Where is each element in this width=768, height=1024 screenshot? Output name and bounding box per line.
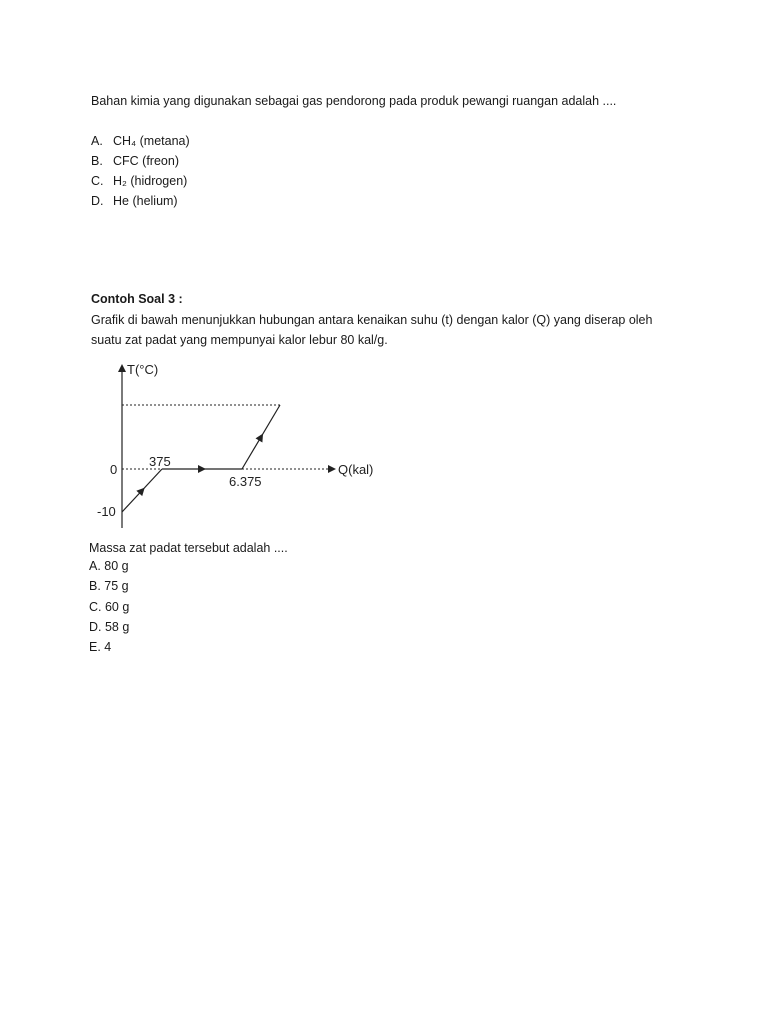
y-axis-label: T(°C) <box>127 362 159 377</box>
y-tick-zero: 0 <box>110 462 118 477</box>
question-2-option-d: D. 58 g <box>89 620 130 634</box>
option-letter: C. <box>91 174 104 188</box>
example-3-line-2: suatu zat padat yang mempunyai kalor lebur 80 kal/g. <box>91 333 388 347</box>
question-2-text: Massa zat padat tersebut adalah .... <box>89 541 288 555</box>
question-2-option-e: E. 4 <box>89 640 112 654</box>
x-point-label-375: 375 <box>149 454 171 469</box>
question-2-option-b: B. 75 g <box>89 579 129 593</box>
option-letter: A. <box>91 134 103 148</box>
question-2-option-c: C. 60 g <box>89 600 130 614</box>
y-tick-min: -10 <box>97 504 116 519</box>
question-1-option-d <box>91 194 178 208</box>
series-segment <box>242 405 280 469</box>
question-2-option-a: A. 80 g <box>89 559 129 573</box>
question-1-option-b <box>91 154 179 168</box>
x-point-label-6375: 6.375 <box>229 474 262 489</box>
example-3-heading: Contoh Soal 3 : <box>91 292 183 306</box>
series-direction-arrow <box>136 488 144 497</box>
question-1-option-c <box>91 174 187 188</box>
series-segment <box>122 469 162 512</box>
option-letter: B. <box>91 154 103 168</box>
option-letter: D. <box>91 194 104 208</box>
series-line <box>122 405 280 512</box>
option-text: CH₄ (metana) <box>113 134 190 148</box>
question-1-text: Bahan kimia yang digunakan sebagai gas pendorong pada produk pewangi ruangan adalah .... <box>91 94 617 108</box>
option-text: He (helium) <box>113 194 178 208</box>
x-axis-arrow <box>328 465 336 473</box>
question-1-option-a <box>91 134 190 148</box>
option-text: H₂ (hidrogen) <box>113 174 188 188</box>
example-3-line-1: Grafik di bawah menunjukkan hubungan antara kenaikan suhu (t) dengan kalor (Q) yang diserap oleh <box>91 313 653 327</box>
series-direction-arrow <box>198 465 206 473</box>
y-axis-arrow <box>118 364 126 372</box>
option-text: CFC (freon) <box>113 154 179 168</box>
series-direction-arrow <box>256 434 264 443</box>
x-axis-label: Q(kal) <box>338 462 374 477</box>
